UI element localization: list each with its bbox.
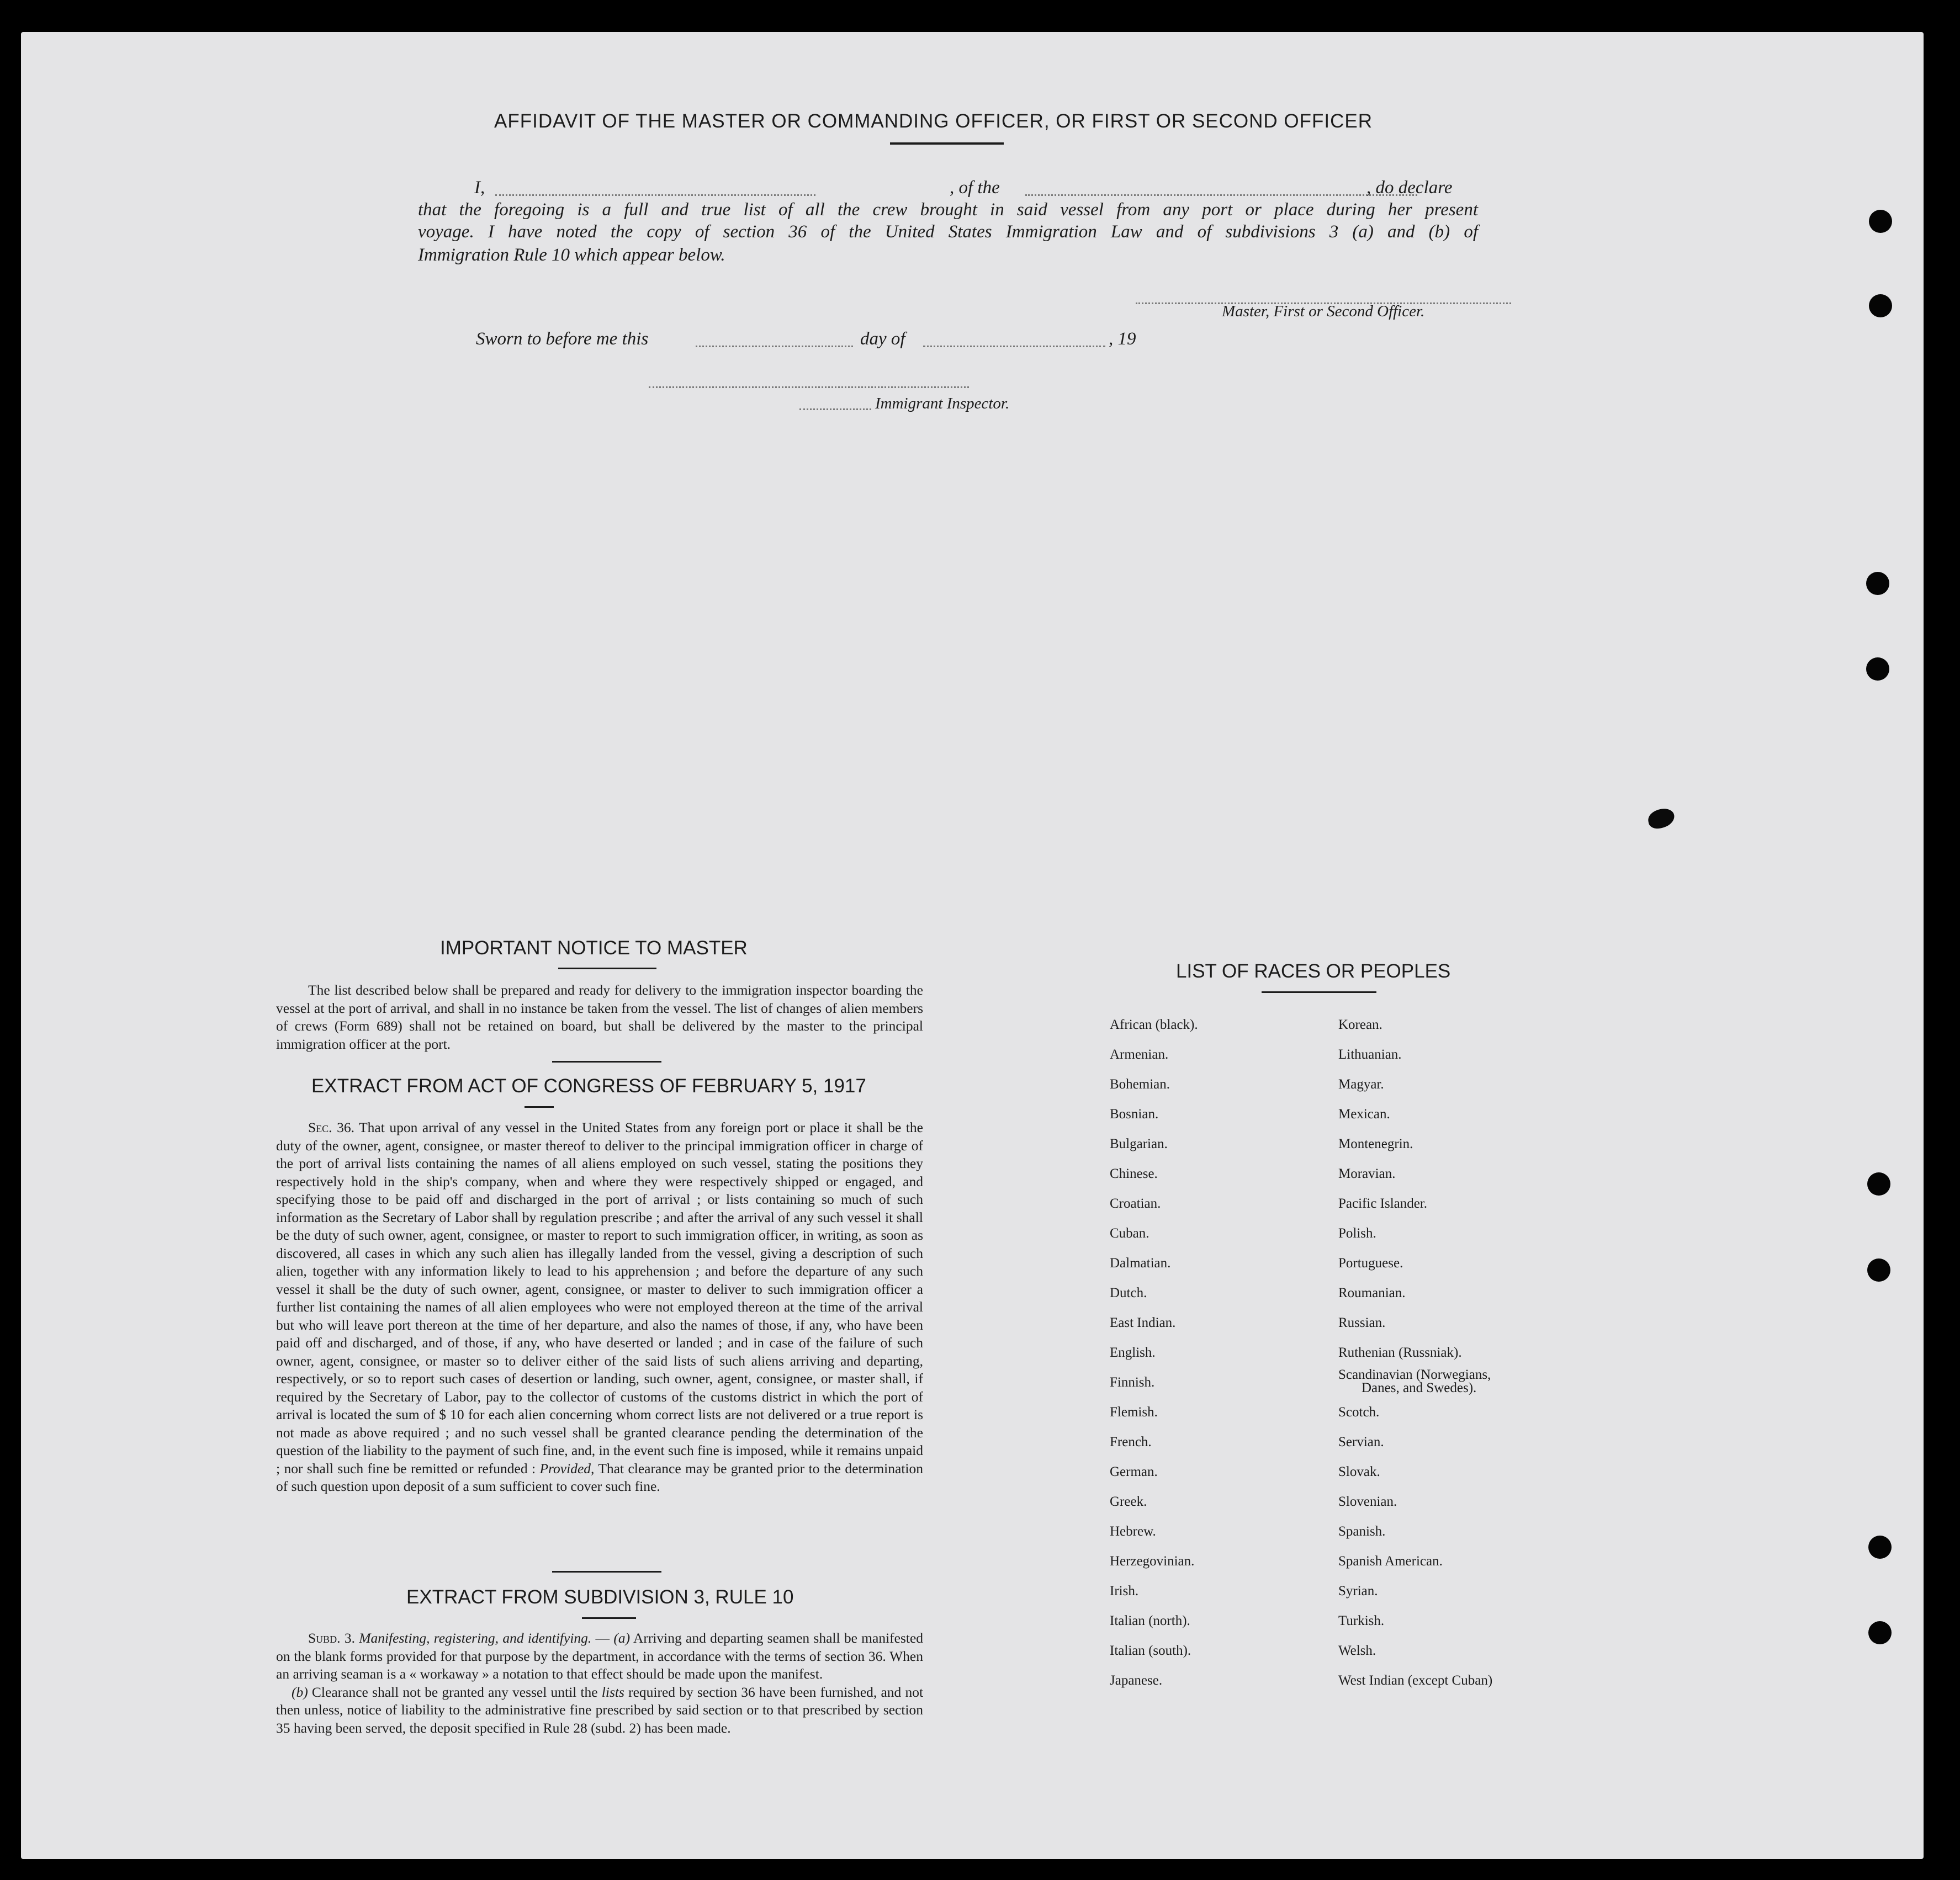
notice-rule [552,1061,661,1063]
race-item: Croatian. [1110,1196,1161,1211]
race-item: Herzegovinian. [1110,1554,1195,1569]
b-lists: lists [601,1683,624,1700]
act-text-a: That upon arrival of any vessel in the United States from any foreign port or place it shall be the duty of the owner, agent, consignee, or master thereof to deliver to the principal immigration officer in charge of the port of arrival lists containing the names of all aliens employed on such vessel, stating the positions they respectively hold in the ship's company, when and where they were respectively shipped or engaged, and specifying those to be paid off and discharged in the port of arrival ; or lists containing so much of such information as the Secretary of Labor shall by regulation prescribe ; and after the arrival of any such vessel it shall be the duty of such owner, agent, consignee, or master to report to such immigration officer, in writing, as soon as discovered, all cases in which any such alien has illegally landed from the vessel, giving a description of such alien, together with any information likely to lead to his apprehension ; and before the departure of any such vessel it shall be the duty of such owner, agent, consignee, or master to deliver to such immigration officer a further list containing the names of all alien employees who were not employed thereon at the time of the arrival but who will leave port thereon at the time of her departure, and also the names of those, if any, who have been paid off and discharged, and of those, if any, who have deserted or landed ; and in case of the failure of such owner, agent, consignee, or master so to deliver either of the said lists of such aliens arriving and departing, respectively, or so to report such cases of desertion or landing, such owner, agent, consignee, or master shall, if required by the Secretary of Labor, pay to the collector of customs of the customs district in which the port of arrival is located the sum of $ 10 for each alien concerning whom correct lists are not delivered or a true report is not made as above required ; and no such vessel shall be granted clearance pending the determination of the question of the liability to the payment of such fine, and, in the event such fine is imposed, while it remains unpaid ; nor shall such fine be remitted or refunded : [276,1119,923,1477]
inspector-signature-line-2 [799,408,871,410]
race-item: Italian (north). [1110,1613,1190,1628]
day-of-text: day of [860,329,905,349]
race-item: Armenian. [1110,1047,1169,1062]
rule-paragraph-b [276,1683,923,1738]
affidavit-of-the: , of the [950,178,1000,198]
year-text: , 19 [1109,329,1136,349]
race-item: Spanish. [1338,1524,1386,1539]
vessel-blank [1025,194,1417,196]
subd-dash: — [591,1630,614,1646]
affidavit-line-3: voyage. I have noted the copy of section 36 of the United States Immigration Law and of subdivisions 3 (a) and (b) of [418,222,1478,242]
a-label: (a) [613,1630,631,1646]
title-underline [890,142,1004,145]
binder-hole [1869,294,1892,317]
race-item: Bosnian. [1110,1107,1159,1122]
document-page [21,32,1924,1859]
race-item: Irish. [1110,1584,1139,1598]
binder-hole [1868,1536,1892,1559]
race-item: Scandinavian (Norwegians, Danes, and Swedes). [1338,1367,1491,1395]
rule-paragraph-a [276,1629,923,1683]
act-text [276,1119,923,1496]
notice-underline [558,968,656,969]
race-item: Magyar. [1338,1077,1384,1092]
binder-hole [1867,1258,1890,1282]
race-item: Chinese. [1110,1166,1158,1181]
race-item: African (black). [1110,1017,1198,1032]
rule-underline [582,1617,636,1619]
binder-hole [1869,210,1892,233]
name-blank [495,194,815,196]
rule-text [276,1629,923,1737]
act-paragraph [276,1119,923,1496]
race-item: West Indian (except Cuban) [1338,1673,1493,1688]
act-rule [552,1571,661,1573]
a-text: Arriving and departing seamen shall be manifested on the blank forms provided for that purpose by the department, in accordance with the terms of section 36. When an arriving seaman is a « workaway » a notation to that effect should be made upon the manifest. [276,1630,924,1682]
notice-text [276,981,923,1053]
race-item: Polish. [1338,1226,1376,1241]
binder-hole [1867,1172,1890,1196]
act-title: EXTRACT FROM ACT OF CONGRESS OF FEBRUARY 5, 1917 [311,1075,866,1097]
rule-title: EXTRACT FROM SUBDIVISION 3, RULE 10 [406,1586,794,1608]
races-title: LIST OF RACES OR PEOPLES [1176,960,1451,982]
race-item: Syrian. [1338,1584,1378,1598]
notice-title: IMPORTANT NOTICE TO MASTER [440,937,748,959]
sworn-day-blank [696,346,853,347]
race-item: Hebrew. [1110,1524,1156,1539]
race-item: Finnish. [1110,1375,1155,1390]
subd-heading: Manifesting, registering, and identifying. [359,1630,592,1646]
race-item: Slovenian. [1338,1494,1397,1509]
b-label: (b) [292,1683,308,1700]
race-item: Portuguese. [1338,1256,1403,1271]
provided-label: Provided, [539,1460,595,1477]
b-text-2: required by section 36 have been furnished, and not then unless, notice of liability to the administrative fine prescribed by said section or to that prescribed by section 35 having been served, the deposit specified in Rule 28 (subd. 2) has been made. [276,1683,924,1736]
race-item: German. [1110,1464,1158,1479]
affidavit-i: I, [474,178,485,198]
races-underline [1262,991,1376,993]
race-item: Moravian. [1338,1166,1396,1181]
race-item: Bulgarian. [1110,1137,1168,1151]
affidavit-line-4: Immigration Rule 10 which appear below. [418,245,725,265]
affidavit-line-1 [418,178,1478,202]
affidavit-title: AFFIDAVIT OF THE MASTER OR COMMANDING OFFICER, OR FIRST OR SECOND OFFICER [494,110,1373,132]
race-item: English. [1110,1345,1156,1360]
race-item: Scotch. [1338,1405,1380,1420]
binder-hole [1866,657,1889,681]
race-item: Montenegrin. [1338,1137,1413,1151]
notice-paragraph: The list described below shall be prepared and ready for delivery to the immigration inspector boarding the vessel at the port of arrival, and shall in no instance be taken from the vessel. The list of changes of alien members of crews (Form 689) shall not be retained on board, but shall be delivered by the master to the principal immigration officer at the port. [276,982,923,1052]
act-underline [525,1106,554,1108]
b-text-1: Clearance shall not be granted any vessel until the [311,1683,598,1700]
race-item: Italian (south). [1110,1643,1191,1658]
race-item: Dutch. [1110,1286,1147,1300]
race-item: Pacific Islander. [1338,1196,1428,1211]
race-item: Lithuanian. [1338,1047,1402,1062]
subd-label: Subd. 3. [308,1630,355,1646]
race-item: Dalmatian. [1110,1256,1171,1271]
race-item: Russian. [1338,1315,1386,1330]
race-item: Korean. [1338,1017,1382,1032]
affidavit-do-declare: , do declare [1366,178,1453,198]
race-item: Spanish American. [1338,1554,1443,1569]
race-item: Bohemian. [1110,1077,1170,1092]
race-item: East Indian. [1110,1315,1176,1330]
sworn-text: Sworn to before me this [476,329,649,349]
inspector-label: Immigrant Inspector. [875,395,1010,412]
sec-label: Sec. 36. [308,1119,354,1135]
race-item: Flemish. [1110,1405,1158,1420]
race-item: Roumanian. [1338,1286,1406,1300]
sworn-month-blank [923,346,1105,347]
race-item: Servian. [1338,1435,1384,1449]
race-item: Greek. [1110,1494,1147,1509]
race-item: Ruthenian (Russniak). [1338,1345,1462,1360]
race-item: Cuban. [1110,1226,1149,1241]
binder-hole [1868,1621,1892,1644]
race-item: Welsh. [1338,1643,1376,1658]
officer-signature-label: Master, First or Second Officer. [1222,302,1425,320]
inspector-signature-line [649,386,969,388]
race-item: Mexican. [1338,1107,1390,1122]
race-item: Turkish. [1338,1613,1385,1628]
race-item: French. [1110,1435,1152,1449]
race-item: Japanese. [1110,1673,1163,1688]
affidavit-line-2: that the foregoing is a full and true list of all the crew brought in said vessel from any port or place during her present [418,200,1478,220]
binder-hole [1866,572,1889,595]
race-item: Slovak. [1338,1464,1380,1479]
act-text-b: That clearance may be granted prior to the determination of such question upon deposit of a sum sufficient to cover such fine. [276,1460,924,1494]
